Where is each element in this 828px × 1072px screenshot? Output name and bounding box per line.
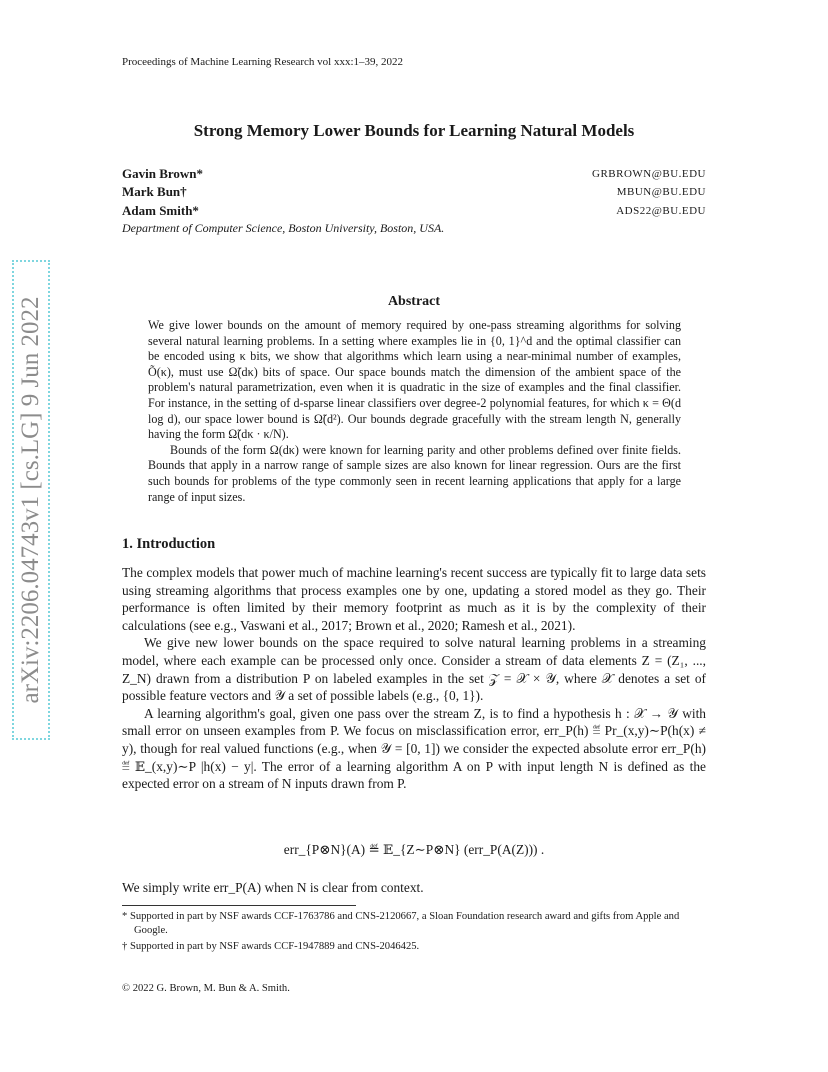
body-paragraph: We simply write err_P(A) when N is clear from context. bbox=[122, 880, 424, 895]
author-name: Gavin Brown* bbox=[122, 166, 204, 181]
arxiv-stamp bbox=[12, 260, 50, 740]
body-paragraph: We give new lower bounds on the space required to solve natural learning problems in a streaming model, where each example can be processed only once. Consider a stream of data elements Z = (Z₁, ..., Z_N) drawn from a distribution P on labeled examples in the set 𝒵 = 𝒳 × 𝒴, where 𝒳 denotes a set of possible feature vectors and 𝒴 a set of possible labels (e.g., {0, 1}). bbox=[122, 635, 706, 704]
author-name: Mark Bun† bbox=[122, 184, 187, 199]
footnote-rule bbox=[122, 905, 356, 906]
author-name: Adam Smith* bbox=[122, 203, 199, 218]
copyright: © 2022 G. Brown, M. Bun & A. Smith. bbox=[122, 983, 290, 994]
body-paragraph: A learning algorithm's goal, given one pass over the stream Z, is to find a hypothesis h : 𝒳 → 𝒴 with small error on unseen examples from P. We focus on misclassification error, err_P(h) ≝ Pr_(x,y)∼P(h(x) ≠ y), though for real valued functions (e.g., when 𝒴 = [0, 1]) we consider the expected absolute error err_P(h) ≝ 𝔼_(x,y)∼P |h(x) − y|. The error of a learning algorithm A on P with input length N is defined as the expected error on a stream of N inputs drawn from P. bbox=[122, 705, 706, 792]
affiliation: Department of Computer Science, Boston University, Boston, USA. bbox=[122, 221, 445, 235]
footnotes bbox=[122, 910, 706, 956]
body-paragraph: The complex models that power much of machine learning's recent success are typically fit to large data sets using streaming algorithms that process examples one by one, updating a stored model as they go. Their performance is often limited by their memory footprint as much as it is by the complexity of their calculations (see e.g., Vaswani et al., 2017; Brown et al., 2020; Ramesh et al., 2021). bbox=[122, 565, 706, 633]
abstract-heading: Abstract bbox=[387, 294, 441, 309]
footnote: † Supported in part by NSF awards CCF-1947889 and CNS-2046425. bbox=[122, 941, 420, 952]
author-email: ADS22@BU.EDU bbox=[616, 205, 706, 217]
display-equation: err_{P⊗N}(A) ≝ 𝔼_{Z∼P⊗N} (err_P(A(Z))) . bbox=[283, 842, 545, 857]
abstract-body bbox=[148, 318, 681, 505]
abstract-paragraph: Bounds of the form Ω(dκ) were known for learning parity and other problems defined over finite fields. Bounds that apply in a narrow range of sample sizes are also known for linear regression. Ours are the first such bounds for problems of the type commonly seen in recent learning applications that apply for a large range of input sizes. bbox=[148, 442, 681, 504]
section-body bbox=[122, 564, 706, 793]
author-email: GRBROWN@BU.EDU bbox=[592, 168, 706, 180]
paper-title: Strong Memory Lower Bounds for Learning Natural Models bbox=[193, 121, 635, 140]
abstract-paragraph: We give lower bounds on the amount of memory required by one-pass streaming algorithms for solving several natural learning problems. In a setting where examples lie in {0, 1}^d and the optimal classifier can be encoded using κ bits, we show that algorithms which learn using a near-minimal number of examples, Õ(κ), must use Ω̃(dκ) bits of space. Our space bounds match the dimension of the ambient space of the problem's natural parametrization, even when it is quadratic in the size of examples and the final classifier. For instance, in the setting of d-sparse linear classifiers over degree-2 polynomial features, for which κ = Θ(d log d), our space lower bound is Ω̃(d²). Our bounds degrade gracefully with the stream length N, generally having the form Ω̃(dκ · κ/N). bbox=[148, 318, 681, 442]
arxiv-stamp-text: arXiv:2206.04743v1 [cs.LG] 9 Jun 2022 bbox=[17, 296, 44, 704]
author-email: MBUN@BU.EDU bbox=[616, 186, 706, 198]
section-heading: 1. Introduction bbox=[122, 536, 216, 552]
footnote: * Supported in part by NSF awards CCF-1763786 and CNS-2120667, a Sloan Foundation research award and gifts from Apple and Google. bbox=[122, 911, 680, 936]
running-header: Proceedings of Machine Learning Research vol xxx:1–39, 2022 bbox=[122, 56, 404, 68]
